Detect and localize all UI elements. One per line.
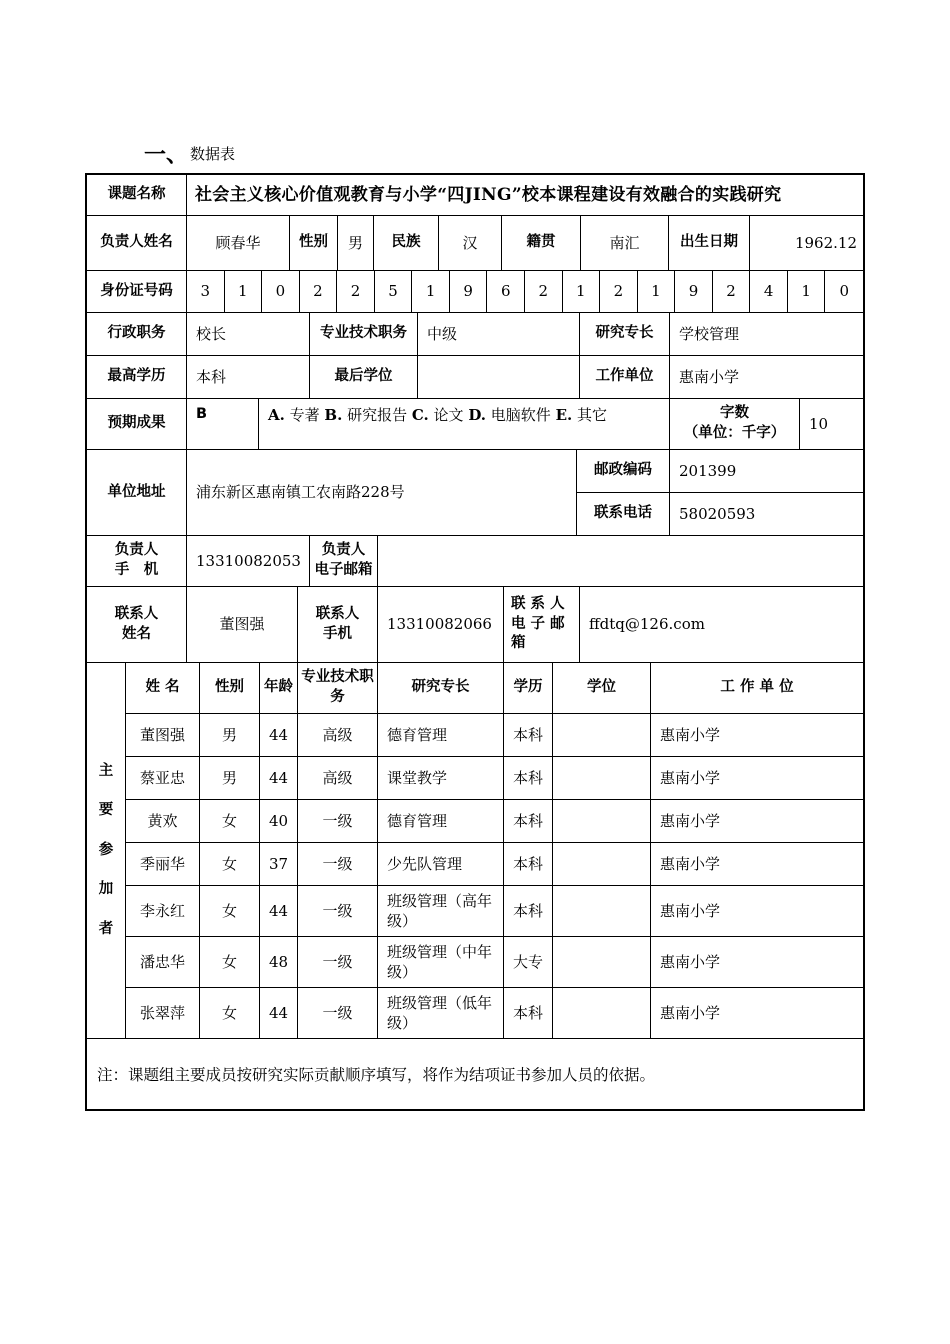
leader-native: 南汇 bbox=[581, 216, 669, 271]
member-degree bbox=[553, 937, 651, 988]
member-age: 44 bbox=[260, 988, 298, 1039]
members-header: 研究专长 bbox=[378, 663, 504, 714]
zip-code: 201399 bbox=[670, 450, 863, 493]
section-title: 数据表 bbox=[190, 145, 236, 163]
leader-birth: 1962.12 bbox=[750, 216, 863, 271]
project-title: 社会主义核心价值观教育与小学“四JING”校本课程建设有效融合的实践研究 bbox=[187, 175, 863, 216]
members-header: 姓 名 bbox=[126, 663, 200, 714]
contact-name-label-2: 姓名 bbox=[122, 625, 151, 642]
last-degree bbox=[418, 356, 580, 399]
option-d: D. bbox=[468, 406, 487, 424]
id-digit: 0 bbox=[262, 271, 300, 313]
words-label-cell bbox=[670, 399, 800, 450]
member-specialty: 少先队管理 bbox=[378, 843, 504, 886]
member-age: 44 bbox=[260, 757, 298, 800]
member-specialty: 班级管理（中年级） bbox=[378, 937, 504, 988]
option-a: A. bbox=[268, 406, 285, 424]
leader-name: 顾春华 bbox=[187, 216, 290, 271]
leader-ethnic: 汉 bbox=[439, 216, 502, 271]
expected-result: B bbox=[187, 399, 259, 450]
member-title: 一级 bbox=[298, 843, 378, 886]
contact-mobile: 13310082066 bbox=[378, 587, 504, 663]
member-gender: 女 bbox=[200, 988, 260, 1039]
member-specialty: 德育管理 bbox=[378, 714, 504, 757]
member-gender: 女 bbox=[200, 843, 260, 886]
members-header: 工 作 单 位 bbox=[651, 663, 863, 714]
ethnic-label: 民族 bbox=[374, 216, 439, 271]
member-name: 李永红 bbox=[126, 886, 200, 937]
member-unit: 惠南小学 bbox=[651, 714, 863, 757]
members-header: 性别 bbox=[200, 663, 260, 714]
side-label-char: 者 bbox=[98, 920, 114, 937]
member-age: 37 bbox=[260, 843, 298, 886]
leader-mobile-label-cell bbox=[87, 536, 187, 587]
option-c-text: 论文 bbox=[428, 406, 469, 424]
section-heading bbox=[144, 138, 235, 166]
member-degree bbox=[553, 988, 651, 1039]
words-unit: （单位：千字） bbox=[683, 425, 786, 441]
id-digit: 6 bbox=[487, 271, 525, 313]
highest-education: 本科 bbox=[187, 356, 310, 399]
footer-note: 注：课题组主要成员按研究实际贡献顺序填写，将作为结项证书参加人员的依据。 bbox=[97, 1066, 656, 1084]
id-digit: 5 bbox=[375, 271, 413, 313]
side-label-char: 加 bbox=[98, 881, 114, 898]
member-name: 张翠萍 bbox=[126, 988, 200, 1039]
id-digit: 9 bbox=[450, 271, 488, 313]
leader-email-label-2: 电子邮箱 bbox=[314, 562, 373, 578]
option-e-text: 其它 bbox=[572, 406, 608, 424]
member-gender: 男 bbox=[200, 757, 260, 800]
unit-address: 浦东新区惠南镇工农南路228号 bbox=[187, 450, 577, 536]
member-title: 一级 bbox=[298, 886, 378, 937]
section-number: 一、 bbox=[144, 143, 189, 168]
member-name: 蔡亚忠 bbox=[126, 757, 200, 800]
gender-label: 性别 bbox=[290, 216, 338, 271]
id-digit: 3 bbox=[187, 271, 225, 313]
members-side-label bbox=[87, 663, 126, 1039]
id-digit: 0 bbox=[825, 271, 863, 313]
tech-position: 中级 bbox=[418, 313, 580, 356]
side-label-char: 主 bbox=[98, 762, 114, 779]
unit-label: 工作单位 bbox=[580, 356, 670, 399]
member-title: 高级 bbox=[298, 714, 378, 757]
leader-mobile-label-2: 手 机 bbox=[114, 562, 159, 578]
member-education: 本科 bbox=[504, 843, 553, 886]
leader-mobile-label-1: 负责人 bbox=[114, 542, 159, 559]
option-a-text: 专著 bbox=[284, 406, 325, 424]
side-label-char: 要 bbox=[98, 802, 114, 819]
member-gender: 女 bbox=[200, 937, 260, 988]
side-label-char: 参 bbox=[98, 841, 114, 858]
option-b-text: 研究报告 bbox=[342, 406, 412, 424]
id-digit: 1 bbox=[788, 271, 826, 313]
member-degree bbox=[553, 843, 651, 886]
option-d-text: 电脑软件 bbox=[486, 406, 556, 424]
option-e: E. bbox=[555, 406, 573, 424]
member-education: 本科 bbox=[504, 757, 553, 800]
member-title: 高级 bbox=[298, 757, 378, 800]
leader-email-label-cell bbox=[310, 536, 378, 587]
work-unit: 惠南小学 bbox=[670, 356, 863, 399]
admin-label: 行政职务 bbox=[87, 313, 187, 356]
member-specialty: 德育管理 bbox=[378, 800, 504, 843]
member-degree bbox=[553, 757, 651, 800]
id-digit: 2 bbox=[525, 271, 563, 313]
member-education: 本科 bbox=[504, 800, 553, 843]
leader-email bbox=[378, 536, 863, 587]
member-gender: 男 bbox=[200, 714, 260, 757]
project-label: 课题名称 bbox=[87, 175, 187, 216]
contact-name-label-1: 联系人 bbox=[114, 605, 159, 622]
member-education: 本科 bbox=[504, 988, 553, 1039]
id-digit: 1 bbox=[563, 271, 601, 313]
member-specialty: 课堂教学 bbox=[378, 757, 504, 800]
member-unit: 惠南小学 bbox=[651, 886, 863, 937]
contact-mobile-label-1: 联系人 bbox=[315, 605, 360, 622]
degree-label: 最后学位 bbox=[310, 356, 418, 399]
option-c: C. bbox=[411, 406, 429, 424]
member-unit: 惠南小学 bbox=[651, 937, 863, 988]
leader-gender: 男 bbox=[338, 216, 374, 271]
member-education: 本科 bbox=[504, 886, 553, 937]
id-digit: 2 bbox=[300, 271, 338, 313]
member-age: 44 bbox=[260, 886, 298, 937]
contact-email: ffdtq@126.com bbox=[580, 587, 863, 663]
native-label: 籍贯 bbox=[502, 216, 581, 271]
member-education: 本科 bbox=[504, 714, 553, 757]
tech-label: 专业技术职务 bbox=[310, 313, 418, 356]
members-header: 学位 bbox=[553, 663, 651, 714]
contact-phone: 58020593 bbox=[670, 493, 863, 536]
phone-label: 联系电话 bbox=[577, 493, 670, 536]
id-digit: 9 bbox=[675, 271, 713, 313]
research-specialty: 学校管理 bbox=[670, 313, 863, 356]
zip-label: 邮政编码 bbox=[577, 450, 670, 493]
id-digit: 1 bbox=[225, 271, 263, 313]
leader-email-label-1: 负责人 bbox=[321, 542, 366, 559]
member-specialty: 班级管理（低年级） bbox=[378, 988, 504, 1039]
member-title: 一级 bbox=[298, 988, 378, 1039]
member-degree bbox=[553, 886, 651, 937]
member-title: 一级 bbox=[298, 800, 378, 843]
id-digit: 1 bbox=[638, 271, 676, 313]
member-gender: 女 bbox=[200, 800, 260, 843]
member-age: 40 bbox=[260, 800, 298, 843]
members-header: 年龄 bbox=[260, 663, 298, 714]
contact-mobile-label-2: 手机 bbox=[323, 625, 352, 642]
member-gender: 女 bbox=[200, 886, 260, 937]
member-education: 大专 bbox=[504, 937, 553, 988]
member-specialty: 班级管理（高年级） bbox=[378, 886, 504, 937]
member-name: 潘忠华 bbox=[126, 937, 200, 988]
members-header: 专业技术职务 bbox=[298, 663, 378, 714]
id-digit: 1 bbox=[412, 271, 450, 313]
result-label: 预期成果 bbox=[87, 399, 187, 450]
member-degree bbox=[553, 800, 651, 843]
member-name: 董图强 bbox=[126, 714, 200, 757]
birth-label: 出生日期 bbox=[669, 216, 750, 271]
address-label: 单位地址 bbox=[87, 450, 187, 536]
id-digit: 4 bbox=[750, 271, 788, 313]
contact-email-label: 联 系 人 电 子 邮 箱 bbox=[504, 587, 580, 663]
word-count: 10 bbox=[800, 399, 863, 450]
edu-label: 最高学历 bbox=[87, 356, 187, 399]
member-degree bbox=[553, 714, 651, 757]
member-age: 44 bbox=[260, 714, 298, 757]
contact-name-label-cell bbox=[87, 587, 187, 663]
option-b: B. bbox=[324, 406, 343, 424]
member-unit: 惠南小学 bbox=[651, 843, 863, 886]
id-digit: 2 bbox=[713, 271, 751, 313]
members-header: 学历 bbox=[504, 663, 553, 714]
data-table bbox=[85, 173, 865, 1111]
contact-name: 董图强 bbox=[187, 587, 298, 663]
member-unit: 惠南小学 bbox=[651, 988, 863, 1039]
member-unit: 惠南小学 bbox=[651, 757, 863, 800]
id-digit: 2 bbox=[337, 271, 375, 313]
id-label: 身份证号码 bbox=[87, 271, 187, 313]
member-name: 季丽华 bbox=[126, 843, 200, 886]
id-digit: 2 bbox=[600, 271, 638, 313]
spec-label: 研究专长 bbox=[580, 313, 670, 356]
words-label: 字数 bbox=[720, 405, 749, 422]
admin-position: 校长 bbox=[187, 313, 310, 356]
leader-name-label: 负责人姓名 bbox=[87, 216, 187, 271]
member-title: 一级 bbox=[298, 937, 378, 988]
leader-mobile: 13310082053 bbox=[187, 536, 310, 587]
result-options bbox=[259, 399, 670, 450]
member-unit: 惠南小学 bbox=[651, 800, 863, 843]
member-age: 48 bbox=[260, 937, 298, 988]
member-name: 黄欢 bbox=[126, 800, 200, 843]
contact-mobile-label-cell bbox=[298, 587, 378, 663]
